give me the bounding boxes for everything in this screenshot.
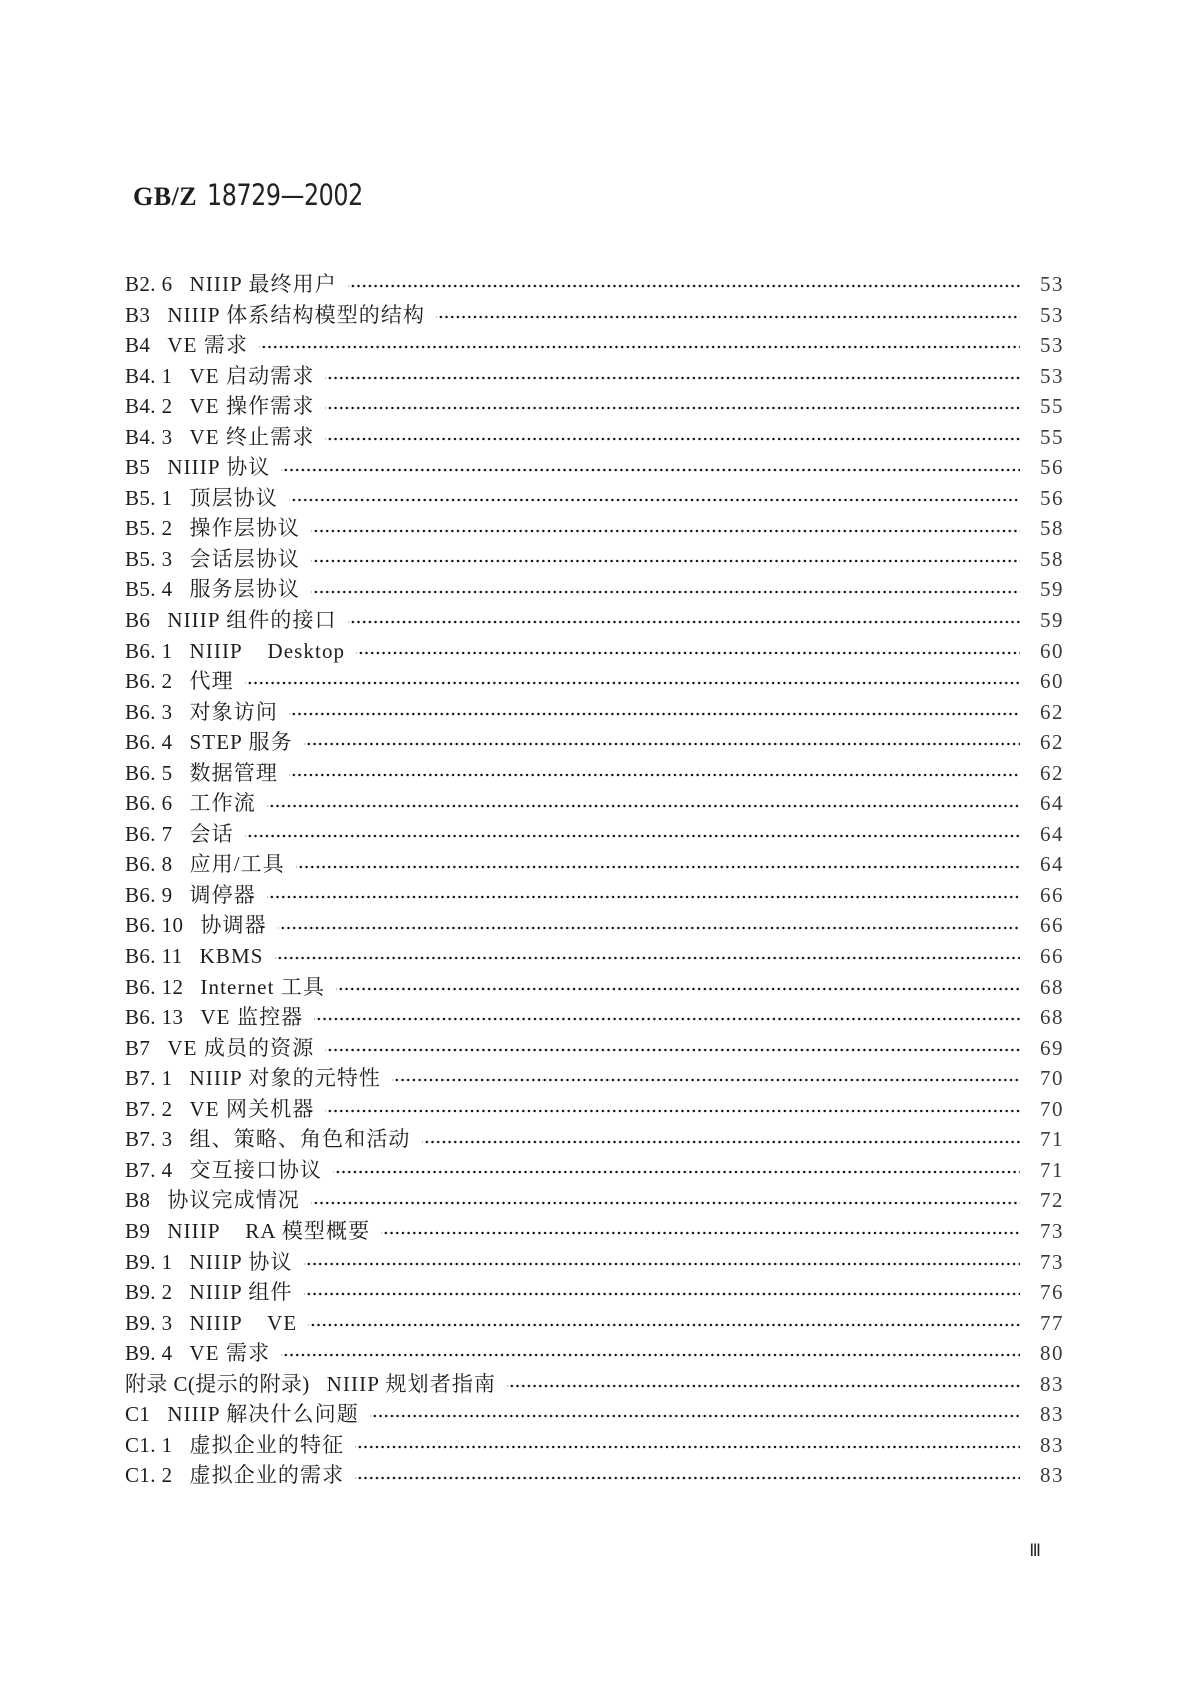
dot-leader bbox=[304, 1277, 1020, 1308]
toc-entry bbox=[125, 605, 1064, 636]
toc-entry-title: VE 需求 bbox=[167, 333, 249, 358]
toc-entry-page: 58 bbox=[1040, 546, 1064, 571]
toc-entry-page: 77 bbox=[1040, 1310, 1064, 1335]
toc-entry-label: B7 bbox=[125, 1035, 151, 1060]
toc-entry-label: B6. 5 bbox=[125, 760, 173, 785]
toc-entry-page: 83 bbox=[1040, 1371, 1064, 1396]
toc-entry bbox=[125, 452, 1064, 483]
dot-leader bbox=[336, 972, 1020, 1003]
toc-entry bbox=[125, 1124, 1064, 1155]
toc-entry bbox=[125, 574, 1064, 605]
dot-leader bbox=[325, 1033, 1020, 1064]
toc-entry bbox=[125, 544, 1064, 575]
toc-entry-page: 76 bbox=[1040, 1280, 1064, 1305]
dot-leader bbox=[245, 819, 1020, 850]
toc-entry-page: 72 bbox=[1040, 1188, 1064, 1213]
dot-leader bbox=[355, 1460, 1020, 1491]
dot-leader bbox=[422, 1124, 1020, 1155]
toc-entry-page: 60 bbox=[1040, 638, 1064, 663]
toc-entry-label: B5 bbox=[125, 455, 151, 480]
toc-entry bbox=[125, 1369, 1064, 1400]
toc-entry-label: B9. 3 bbox=[125, 1310, 173, 1335]
toc-entry-title: NIIIP 解决什么问题 bbox=[167, 1402, 359, 1427]
toc-entry bbox=[125, 269, 1064, 300]
toc-entry-page: 64 bbox=[1040, 821, 1064, 846]
dot-leader bbox=[289, 758, 1020, 789]
dot-leader bbox=[275, 941, 1020, 972]
toc-entry-label: C1 bbox=[125, 1402, 151, 1427]
toc-entry-title: 协调器 bbox=[200, 913, 267, 938]
dot-leader bbox=[311, 513, 1020, 544]
toc-entry bbox=[125, 1216, 1064, 1247]
dot-leader bbox=[325, 422, 1020, 453]
dot-leader bbox=[381, 1216, 1020, 1247]
toc-entry-label: B9. 2 bbox=[125, 1280, 173, 1305]
toc-entry-title: 代理 bbox=[189, 669, 234, 694]
toc-entry-title: 会话 bbox=[189, 821, 234, 846]
toc-entry-title: NIIIP Desktop bbox=[189, 638, 346, 663]
dot-leader bbox=[267, 788, 1020, 819]
toc-entry-label: B6. 11 bbox=[125, 944, 183, 969]
toc-entry-label: B6. 13 bbox=[125, 1005, 184, 1030]
toc-entry-label: B4. 2 bbox=[125, 394, 173, 419]
toc-entry bbox=[125, 972, 1064, 1003]
toc-entry-label: B5. 1 bbox=[125, 485, 173, 510]
toc-entry bbox=[125, 422, 1064, 453]
toc-entry-page: 83 bbox=[1040, 1432, 1064, 1457]
toc-entry-label: B3 bbox=[125, 302, 151, 327]
toc-entry-label: B5. 2 bbox=[125, 516, 173, 541]
toc-entry-label: B6. 10 bbox=[125, 913, 184, 938]
toc-entry-label: B6. 9 bbox=[125, 882, 173, 907]
toc-entry bbox=[125, 1308, 1064, 1339]
toc-entry-title: NIIIP VE bbox=[189, 1310, 298, 1335]
dot-leader bbox=[311, 544, 1020, 575]
toc-entry-title: VE 监控器 bbox=[200, 1005, 304, 1030]
toc-entry bbox=[125, 636, 1064, 667]
dot-leader bbox=[314, 1002, 1020, 1033]
toc-entry-label: B5. 3 bbox=[125, 546, 173, 571]
toc-entry-title: VE 启动需求 bbox=[189, 363, 315, 388]
toc-entry-label: B9. 4 bbox=[125, 1341, 173, 1366]
toc-entry-page: 60 bbox=[1040, 669, 1064, 694]
toc-entry-label: C1. 1 bbox=[125, 1432, 173, 1457]
dot-leader bbox=[370, 1399, 1020, 1430]
dot-leader bbox=[304, 727, 1020, 758]
dot-leader bbox=[304, 1247, 1020, 1278]
toc-entry-title: NIIIP 对象的元特性 bbox=[189, 1066, 382, 1091]
standard-code-number: 18729—2002 bbox=[207, 178, 363, 212]
toc-entry-page: 64 bbox=[1040, 791, 1064, 816]
toc-entry-page: 56 bbox=[1040, 485, 1064, 510]
toc-entry-label: B6 bbox=[125, 608, 151, 633]
toc-entry-label: B6. 4 bbox=[125, 730, 173, 755]
toc-entry bbox=[125, 1277, 1064, 1308]
toc-entry-page: 62 bbox=[1040, 699, 1064, 724]
toc-entry-label: B8 bbox=[125, 1188, 151, 1213]
toc-entry-title: VE 操作需求 bbox=[189, 394, 315, 419]
toc-entry-label: B7. 2 bbox=[125, 1096, 173, 1121]
toc-entry bbox=[125, 1247, 1064, 1278]
toc-entry-label: B5. 4 bbox=[125, 577, 173, 602]
toc-entry-page: 55 bbox=[1040, 394, 1064, 419]
toc-entry-label: C1. 2 bbox=[125, 1463, 173, 1488]
dot-leader bbox=[325, 391, 1020, 422]
toc-entry bbox=[125, 1460, 1064, 1491]
toc-entry bbox=[125, 1094, 1064, 1125]
toc-entry-title: 虚拟企业的特征 bbox=[189, 1432, 345, 1457]
toc-entry-page: 59 bbox=[1040, 608, 1064, 633]
toc-entry-label: B9 bbox=[125, 1218, 151, 1243]
toc-entry bbox=[125, 880, 1064, 911]
toc-entry-title: 应用/工具 bbox=[189, 852, 285, 877]
toc-entry-title: 顶层协议 bbox=[189, 485, 278, 510]
toc-entry-page: 73 bbox=[1040, 1218, 1064, 1243]
toc-entry-page: 55 bbox=[1040, 424, 1064, 449]
toc-entry-label: B6. 2 bbox=[125, 669, 173, 694]
dot-leader bbox=[333, 1155, 1020, 1186]
toc-entry-page: 62 bbox=[1040, 760, 1064, 785]
toc-entry-label: B2. 6 bbox=[125, 272, 173, 296]
toc-entry-page: 70 bbox=[1040, 1096, 1064, 1121]
toc-entry-title: VE 成员的资源 bbox=[167, 1035, 315, 1060]
toc-entry-label: 附录 C(提示的附录) bbox=[125, 1371, 310, 1396]
toc-entry-page: 53 bbox=[1040, 302, 1064, 327]
toc-entry bbox=[125, 1399, 1064, 1430]
toc-entry-title: 数据管理 bbox=[189, 760, 278, 785]
toc-entry-page: 68 bbox=[1040, 974, 1064, 999]
dot-leader bbox=[278, 910, 1020, 941]
toc-entry-page: 53 bbox=[1040, 272, 1064, 296]
toc-entry-page: 83 bbox=[1040, 1402, 1064, 1427]
toc-entry bbox=[125, 1155, 1064, 1186]
dot-leader bbox=[392, 1063, 1020, 1094]
dot-leader bbox=[281, 1338, 1020, 1369]
toc-entry-label: B7. 4 bbox=[125, 1157, 173, 1182]
toc-entry-title: NIIIP 体系结构模型的结构 bbox=[167, 302, 426, 327]
toc-entry-page: 53 bbox=[1040, 333, 1064, 358]
toc-entry-label: B4 bbox=[125, 333, 151, 358]
toc-list bbox=[125, 269, 1064, 1491]
toc-entry-page: 83 bbox=[1040, 1463, 1064, 1488]
dot-leader bbox=[348, 605, 1020, 636]
dot-leader bbox=[296, 849, 1020, 880]
toc-entry bbox=[125, 697, 1064, 728]
toc-entry-title: NIIIP 组件 bbox=[189, 1280, 293, 1305]
toc-entry-label: B6. 3 bbox=[125, 699, 173, 724]
dot-leader bbox=[325, 1094, 1020, 1125]
toc-entry-title: NIIIP 协议 bbox=[189, 1249, 293, 1274]
toc-entry-title: 协议完成情况 bbox=[167, 1188, 300, 1213]
toc-entry bbox=[125, 300, 1064, 331]
dot-leader bbox=[507, 1369, 1020, 1400]
dot-leader bbox=[355, 1430, 1020, 1461]
dot-leader bbox=[311, 574, 1020, 605]
toc-entry-page: 68 bbox=[1040, 1005, 1064, 1030]
toc-entry-label: B6. 7 bbox=[125, 821, 173, 846]
dot-leader bbox=[267, 880, 1020, 911]
toc-entry-title: 交互接口协议 bbox=[189, 1157, 323, 1182]
toc-entry bbox=[125, 666, 1064, 697]
toc-entry-page: 80 bbox=[1040, 1341, 1064, 1366]
toc-entry-title: 调停器 bbox=[189, 882, 256, 907]
toc-entry bbox=[125, 758, 1064, 789]
dot-leader bbox=[308, 1308, 1020, 1339]
toc-entry-page: 64 bbox=[1040, 852, 1064, 877]
toc-entry-title: VE 网关机器 bbox=[189, 1096, 315, 1121]
toc-entry bbox=[125, 361, 1064, 392]
document-header bbox=[133, 178, 397, 212]
toc-entry bbox=[125, 513, 1064, 544]
dot-leader bbox=[289, 483, 1020, 514]
toc-entry-title: VE 需求 bbox=[189, 1341, 271, 1366]
toc-entry bbox=[125, 1338, 1064, 1369]
toc-entry bbox=[125, 483, 1064, 514]
standard-code-prefix: GB/Z bbox=[133, 182, 198, 211]
toc-entry-title: NIIIP RA 模型概要 bbox=[167, 1218, 371, 1243]
toc-entry bbox=[125, 391, 1064, 422]
toc-entry-title: 虚拟企业的需求 bbox=[189, 1463, 345, 1488]
toc-entry bbox=[125, 819, 1064, 850]
toc-entry-label: B6. 12 bbox=[125, 974, 184, 999]
toc-entry-title: KBMS bbox=[199, 944, 264, 969]
toc-entry-page: 66 bbox=[1040, 944, 1064, 969]
toc-entry-page: 58 bbox=[1040, 516, 1064, 541]
toc-entry-title: Internet 工具 bbox=[200, 974, 326, 999]
toc-entry-title: NIIIP 规划者指南 bbox=[326, 1371, 497, 1396]
toc-entry bbox=[125, 1063, 1064, 1094]
toc-entry-label: B7. 3 bbox=[125, 1127, 173, 1152]
toc-entry bbox=[125, 1185, 1064, 1216]
toc-entry-title: NIIIP 最终用户 bbox=[189, 272, 337, 296]
toc-entry-page: 70 bbox=[1040, 1066, 1064, 1091]
toc-entry bbox=[125, 1033, 1064, 1064]
toc-entry-title: 服务层协议 bbox=[189, 577, 301, 602]
toc-entry-page: 62 bbox=[1040, 730, 1064, 755]
dot-leader bbox=[281, 452, 1020, 483]
toc-entry bbox=[125, 1002, 1064, 1033]
page-number: Ⅲ bbox=[1029, 1541, 1041, 1561]
toc-entry-label: B4. 1 bbox=[125, 363, 173, 388]
toc-entry-page: 69 bbox=[1040, 1035, 1064, 1060]
toc-entry-label: B6. 6 bbox=[125, 791, 173, 816]
toc-entry bbox=[125, 1430, 1064, 1461]
toc-entry-label: B6. 8 bbox=[125, 852, 173, 877]
toc-entry-title: 会话层协议 bbox=[189, 546, 301, 571]
toc-entry-page: 71 bbox=[1040, 1127, 1064, 1152]
toc-entry-title: VE 终止需求 bbox=[189, 424, 315, 449]
dot-leader bbox=[325, 361, 1020, 392]
toc-entry-page: 73 bbox=[1040, 1249, 1064, 1274]
dot-leader bbox=[436, 300, 1020, 331]
toc-entry-label: B6. 1 bbox=[125, 638, 173, 663]
dot-leader bbox=[311, 1185, 1020, 1216]
toc-entry-title: 组、策略、角色和活动 bbox=[189, 1127, 411, 1152]
toc-entry-title: NIIIP 组件的接口 bbox=[167, 608, 337, 633]
toc-entry-label: B9. 1 bbox=[125, 1249, 173, 1274]
toc-entry-title: 对象访问 bbox=[189, 699, 278, 724]
dot-leader bbox=[289, 697, 1020, 728]
dot-leader bbox=[245, 666, 1020, 697]
dot-leader bbox=[259, 330, 1020, 361]
toc-entry-page: 71 bbox=[1040, 1157, 1064, 1182]
toc-entry-label: B4. 3 bbox=[125, 424, 173, 449]
toc-entry bbox=[125, 910, 1064, 941]
toc-entry-page: 53 bbox=[1040, 363, 1064, 388]
dot-leader bbox=[356, 636, 1020, 667]
toc-entry bbox=[125, 788, 1064, 819]
toc-entry-title: STEP 服务 bbox=[189, 730, 293, 755]
dot-leader bbox=[348, 269, 1020, 300]
toc-entry bbox=[125, 849, 1064, 880]
toc-entry-title: 工作流 bbox=[189, 791, 256, 816]
toc-entry-page: 66 bbox=[1040, 913, 1064, 938]
toc-entry-title: 操作层协议 bbox=[189, 516, 301, 541]
toc-entry-label: B7. 1 bbox=[125, 1066, 173, 1091]
toc-entry-title: NIIIP 协议 bbox=[167, 455, 271, 480]
toc-entry bbox=[125, 941, 1064, 972]
toc-entry bbox=[125, 727, 1064, 758]
toc-entry-page: 66 bbox=[1040, 882, 1064, 907]
toc-entry bbox=[125, 330, 1064, 361]
toc-entry-page: 59 bbox=[1040, 577, 1064, 602]
toc-entry-page: 56 bbox=[1040, 455, 1064, 480]
